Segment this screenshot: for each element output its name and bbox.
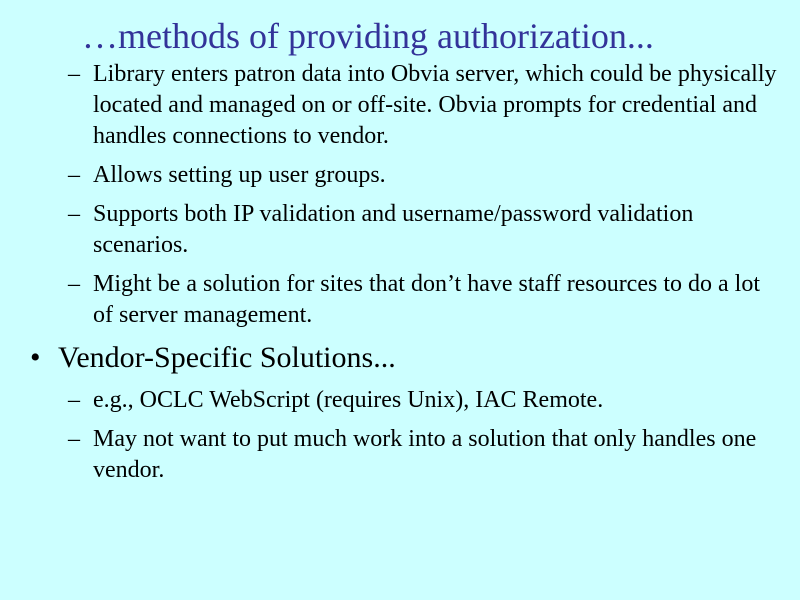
- sub-bullet-text: Might be a solution for sites that don’t have staff resources to do a lot of server management.: [93, 271, 760, 328]
- sub-bullet-text: Library enters patron data into Obvia server, which could be physically located and managed on or off-site. Obvia prompts for credential and handles connections to vendor.: [93, 61, 777, 149]
- dash-marker: –: [68, 271, 80, 297]
- sub-bullet-text: Supports both IP validation and username/password validation scenarios.: [93, 201, 694, 258]
- sub-bullet-staff-resources: [68, 269, 780, 331]
- sub-bullet-one-vendor: [68, 424, 780, 486]
- bullet-marker: •: [30, 341, 41, 374]
- main-bullet-vendor-specific: [30, 340, 770, 376]
- dash-marker: –: [68, 387, 80, 413]
- slide-title: …methods of providing authorization...: [82, 16, 654, 56]
- dash-marker: –: [68, 426, 80, 452]
- sub-bullet-ip-validation: [68, 199, 780, 261]
- sub-bullet-oclc-webscript: [68, 385, 780, 416]
- sub-bullet-text: Allows setting up user groups.: [93, 162, 386, 188]
- sub-bullet-text: May not want to put much work into a solution that only handles one vendor.: [93, 426, 757, 483]
- dash-marker: –: [68, 162, 80, 188]
- dash-marker: –: [68, 61, 80, 87]
- main-bullet-text: Vendor-Specific Solutions...: [58, 341, 396, 374]
- dash-marker: –: [68, 201, 80, 227]
- sub-bullet-obvia-server: [68, 59, 780, 152]
- sub-bullet-text: e.g., OCLC WebScript (requires Unix), IAC Remote.: [93, 387, 604, 413]
- sub-bullet-user-groups: [68, 160, 780, 191]
